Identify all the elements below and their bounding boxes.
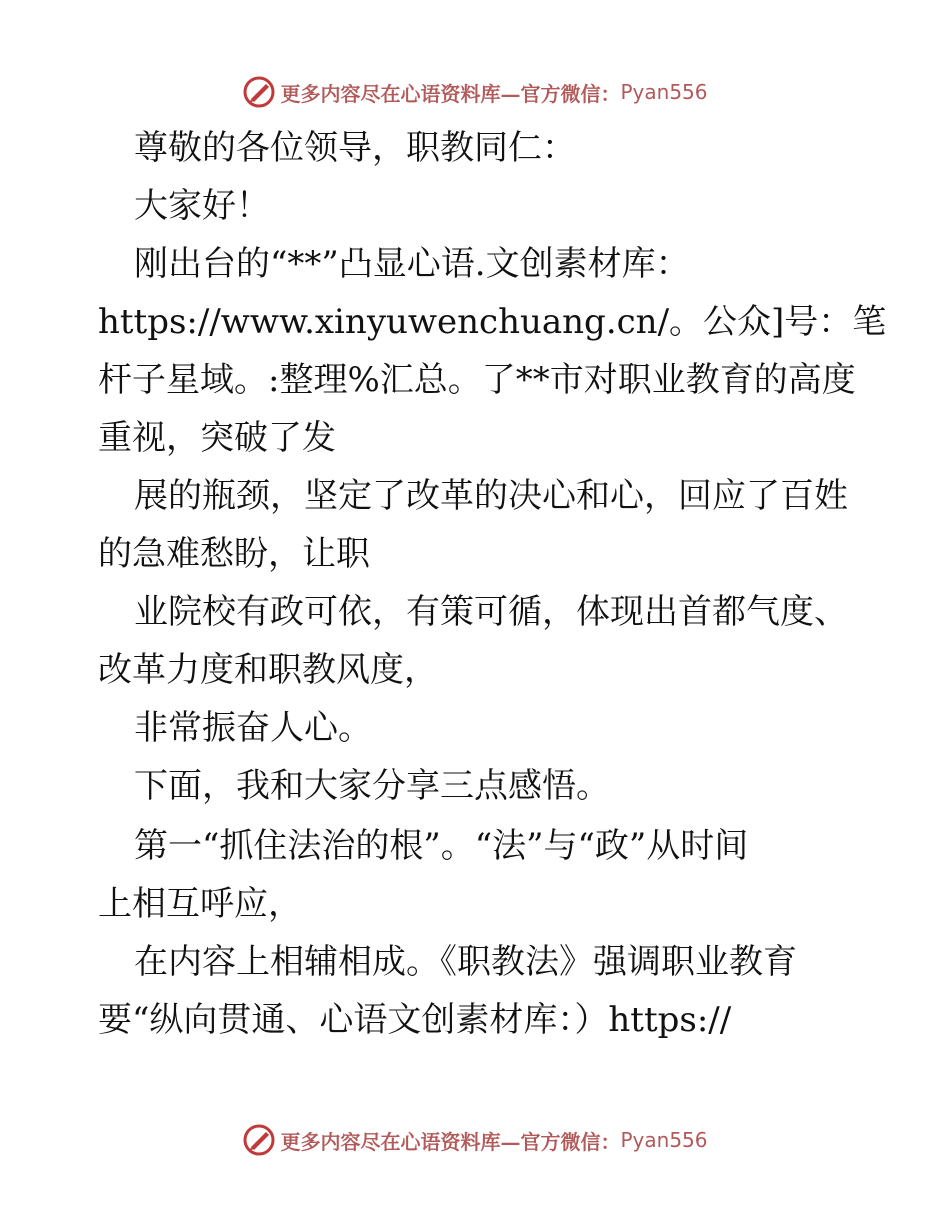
header-banner-text: 更多内容尽在心语资料库—官方微信： (280, 81, 621, 106)
body-line: 上相互呼应， (98, 884, 302, 924)
body-line: 下面，我和大家分享三点感悟。 (134, 766, 610, 806)
body-line: 第一“抓住法治的根”。“法”与“政”从时间 (134, 826, 749, 866)
body-line: 业院校有政可依，有策可循，体现出首都气度、 (134, 592, 848, 632)
body-line: 大家好！ (134, 186, 270, 226)
body-line: 改革力度和职教风度， (98, 650, 438, 690)
footer-banner (0, 1120, 950, 1160)
body-line: 的急难愁盼，让职 (98, 534, 370, 574)
body-line: 非常振奋人心。 (134, 708, 372, 748)
footer-banner-text: 更多内容尽在心语资料库—官方微信： (280, 1129, 621, 1154)
body-line: 重视，突破了发 (98, 418, 336, 458)
body-line: 杆子星域。:整理%汇总。了**市对职业教育的高度 (98, 360, 856, 400)
body-line: 在内容上相辅相成。《职教法》强调职业教育 (134, 942, 797, 982)
header-wechat-id: Pyan556 (620, 80, 708, 104)
body-line: https://www.xinyuwenchuang.cn/。公众]号：笔 (98, 302, 887, 342)
brand-logo-icon (242, 1123, 276, 1157)
body-line: 要“纵向贯通、心语文创素材库：）https:// (98, 1000, 732, 1040)
body-line: 展的瓶颈，坚定了改革的决心和心，回应了百姓 (134, 476, 848, 516)
body-line: 刚出台的“**”凸显心语.文创素材库： (134, 244, 690, 284)
body-line: 尊敬的各位领导，职教同仁： (134, 128, 576, 168)
footer-wechat-id: Pyan556 (620, 1128, 708, 1152)
